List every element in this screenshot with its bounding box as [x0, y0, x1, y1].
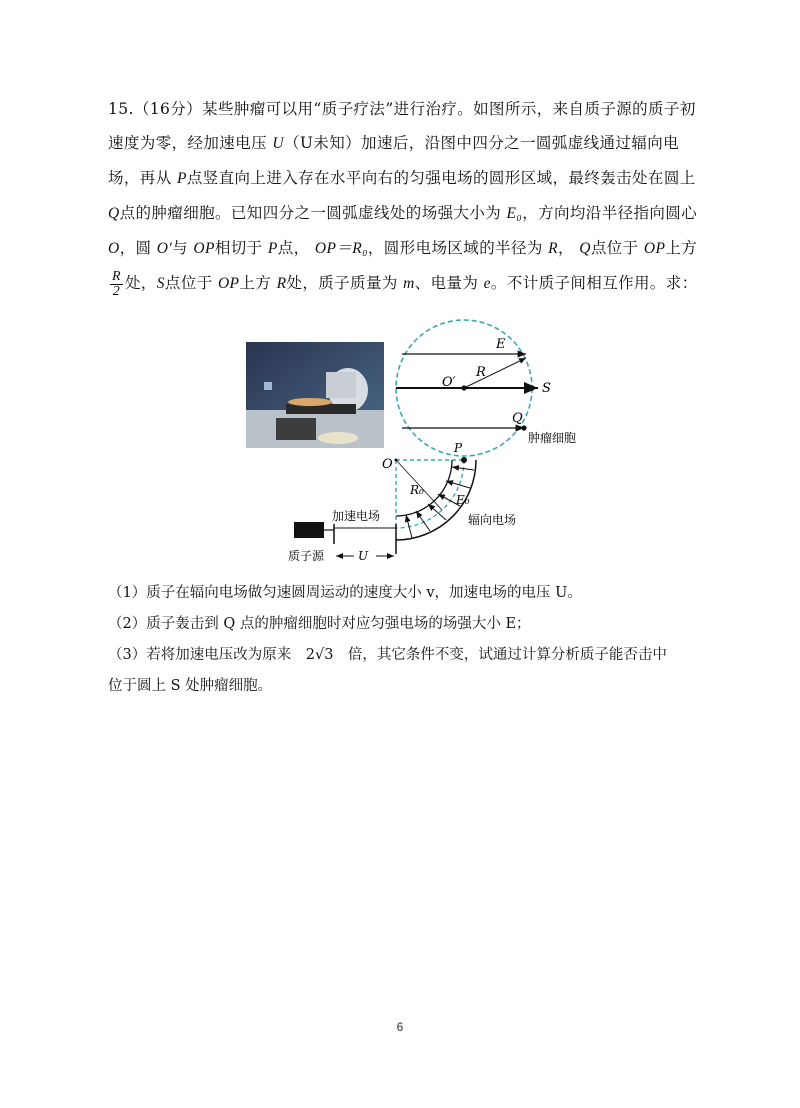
question-2: （2）质子轰击到 Q 点的肿瘤细胞时对应匀强电场的场强大小 E；: [108, 616, 531, 632]
proton-path-arc: [396, 460, 464, 528]
label-E: E: [496, 337, 506, 352]
problem-text-2: 点竖直向上进入存在水平向右的匀强电场的圆形区域，最终轰击处在圆上: [186, 169, 696, 187]
label-U: U: [358, 549, 369, 563]
label-E0: E₀: [456, 493, 470, 507]
var-R: R: [548, 240, 559, 257]
problem-text-4: ，方向均沿半径指向圆心: [522, 204, 698, 222]
point-O: [395, 459, 398, 462]
var-R-2: R: [276, 275, 287, 292]
label-radial-field: 辐向电场: [468, 513, 517, 527]
fraction-denominator: 2: [112, 283, 121, 299]
field-diagram: [246, 318, 606, 568]
problem-score: （16分）: [133, 100, 203, 118]
page-number: 6: [396, 1020, 404, 1034]
problem-text-12: 上方: [665, 239, 698, 257]
problem-text-3: 点的肿瘤细胞。已知四分之一圆弧虚线处的场强大小为: [119, 204, 502, 222]
problem-intro: 某些肿瘤可以用“质子疗法”进行治疗。如图所示，来自质子源的质子初速度为零，经加速电压: [108, 100, 696, 152]
problem-text-13: 处，: [124, 274, 157, 292]
questions: [108, 578, 708, 702]
radial-field-inner-arc: [396, 460, 452, 516]
label-P: P: [454, 441, 463, 455]
var-P-2: P: [267, 240, 278, 257]
question-3: （3）若将加速电压改为原来 2√3 倍，其它条件不变，试通过计算分析质子能否击中: [108, 647, 667, 663]
problem-text-1: 加速后，沿图中四分之一圆弧虚线通过辐向电场，再从: [108, 134, 680, 187]
point-S: [529, 385, 534, 390]
var-e: e: [483, 275, 491, 292]
label-tumor: 肿瘤细胞: [528, 431, 577, 445]
var-O: O: [108, 240, 120, 257]
label-O: O: [382, 457, 393, 472]
problem-text-17: 、电量为: [414, 274, 479, 292]
problem-text-6: 与: [172, 239, 189, 257]
physics-figure: [246, 318, 606, 568]
label-Q: Q: [512, 411, 523, 426]
label-S: S: [542, 381, 551, 396]
var-Q: Q: [108, 205, 120, 222]
problem-text-8: 点，: [277, 239, 310, 257]
fraction-R-over-2: [110, 270, 123, 299]
problem-text-11: 点位于: [590, 239, 639, 257]
label-R: R: [476, 365, 486, 380]
var-P: P: [176, 170, 187, 187]
problem-text-16: 处，质子质量为: [286, 274, 398, 292]
var-m: m: [403, 275, 415, 292]
problem-text-9: ，圆形电场区域的半径为: [367, 239, 543, 257]
var-OP-3: OP: [217, 275, 240, 292]
point-Q: [521, 425, 526, 430]
question-1: （1）质子在辐向电场做匀速圆周运动的速度大小 v，加速电场的电压 U。: [108, 585, 582, 601]
var-Q-2: Q: [579, 240, 591, 257]
problem-text-7: 相切于: [214, 239, 263, 257]
problem-text-10: ，: [558, 239, 574, 257]
label-Oprime: O′: [442, 375, 456, 390]
point-P: [461, 457, 467, 463]
label-R0: R₀: [410, 483, 424, 497]
problem-text-5: ，圆: [119, 239, 152, 257]
label-accel-field: 加速电场: [332, 509, 381, 523]
label-proton-source: 质子源: [288, 549, 325, 563]
problem-number: 15.: [108, 100, 134, 118]
problem-text-18: 。不计质子间相互作用。求：: [490, 274, 698, 292]
var-Oprime: O′: [156, 240, 173, 257]
center-point: [461, 385, 466, 390]
proton-source-block: [294, 522, 324, 538]
var-OP: OP: [193, 240, 215, 257]
var-E0: E₀: [506, 205, 523, 222]
fraction-numerator: R: [112, 268, 121, 284]
var-OP-2: OP: [643, 240, 666, 257]
problem-statement: [108, 92, 698, 301]
var-U: U: [272, 135, 284, 152]
radius-line: [464, 358, 526, 388]
U-note: （U未知）: [283, 134, 362, 152]
question-3-continued: 位于圆上 S 处肿瘤细胞。: [108, 678, 273, 694]
problem-text-14: 点位于: [164, 274, 213, 292]
var-S: S: [156, 275, 165, 292]
problem-text-15: 上方: [239, 274, 272, 292]
problem-text: [108, 92, 698, 301]
eq-OP-R0: OP＝R₀: [314, 240, 368, 257]
